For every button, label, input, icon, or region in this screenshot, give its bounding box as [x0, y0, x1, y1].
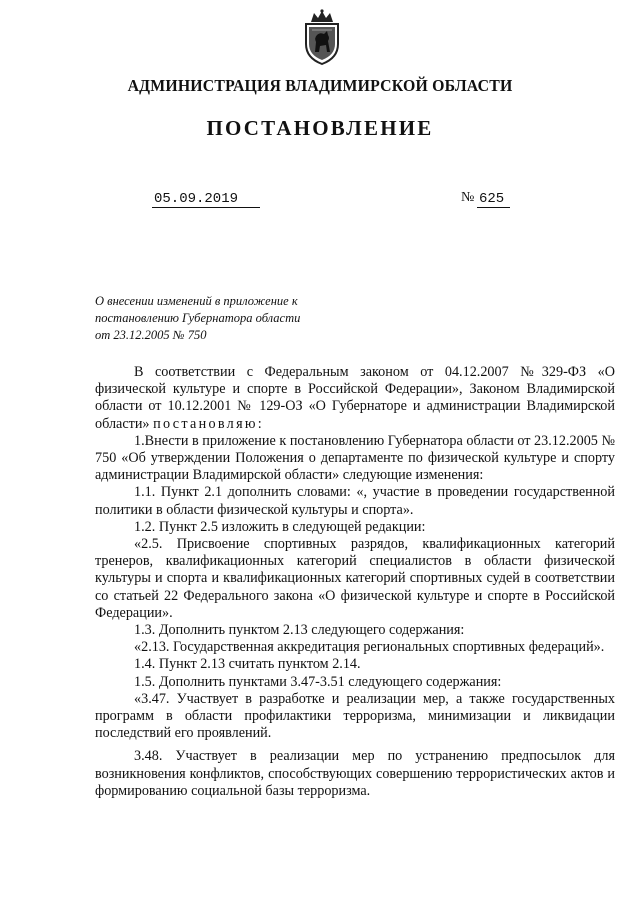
document-date: 05.09.2019 [152, 191, 260, 208]
decree-word: постановляю: [153, 415, 265, 432]
organization-name: АДМИНИСТРАЦИЯ ВЛАДИМИРСКОЙ ОБЛАСТИ [127, 76, 513, 95]
paragraph-1-3: 1.3. Дополнить пунктом 2.13 следующего содержания: [134, 622, 465, 639]
paragraph-1-5: 1.5. Дополнить пунктами 3.47-3.51 следующего содержания: [134, 673, 502, 690]
paragraph-1-1: 1.1. Пункт 2.1 дополнить словами: «, участие в проведении государственной политики в области физической культуры и спорта». [95, 484, 615, 518]
document-body [95, 364, 615, 800]
number-sign: № [461, 190, 475, 205]
preamble-paragraph [95, 364, 615, 433]
paragraph-3-47: «3.47. Участвует в разработке и реализации мер, а также государственных программ в области профилактики терроризма, минимизации и ликвидации последствий его проявлений. [95, 690, 615, 742]
document-number: 625 [477, 191, 510, 208]
paragraph-2-5: «2.5. Присвоение спортивных разрядов, квалификационных категорий тренеров, квалификационных категорий специалистов в области физической культуры и спорта и квалификационных категорий спортивных судей в соответствии со статьей 22 Федерального закона «О физической культуре и спорте в Российской Федерации». [95, 536, 615, 621]
subject-line-1: О внесении изменений в приложение к [95, 294, 298, 308]
paragraph-1-4: 1.4. Пункт 2.13 считать пунктом 2.14. [134, 656, 361, 673]
paragraph-1-2: 1.2. Пункт 2.5 изложить в следующей редакции: [134, 518, 426, 535]
coat-of-arms-icon [300, 8, 344, 66]
paragraph-1: 1.Внести в приложение к постановлению Губернатора области от 23.12.2005 № 750 «Об утверждении Положения о департаменте по физической культуре и спорту администрации Владимирской области» следующие изменения: [95, 432, 615, 484]
paragraph-2-13: «2.13. Государственная аккредитация региональных спортивных федераций». [134, 639, 605, 656]
preamble-text: В соответствии с Федеральным законом от 04.12.2007 №329-ФЗ «О физической культуре и спорте в Российской Федерации», Законом Владимирской области от 10.12.2001 № 129-ОЗ «О Губернаторе и администрации Владимирской области» [95, 364, 615, 432]
subject-line-3: от 23.12.2005 № 750 [95, 328, 207, 342]
document-subject [95, 293, 335, 344]
document-type: ПОСТАНОВЛЕНИЕ [206, 116, 434, 140]
subject-line-2: постановлению Губернатора области [95, 311, 301, 325]
paragraph-3-48: 3.48. Участвует в реализации мер по устранению предпосылок для возникновения конфликтов, способствующих совершению террористических актов и формированию социальной базы терроризма. [95, 748, 615, 799]
